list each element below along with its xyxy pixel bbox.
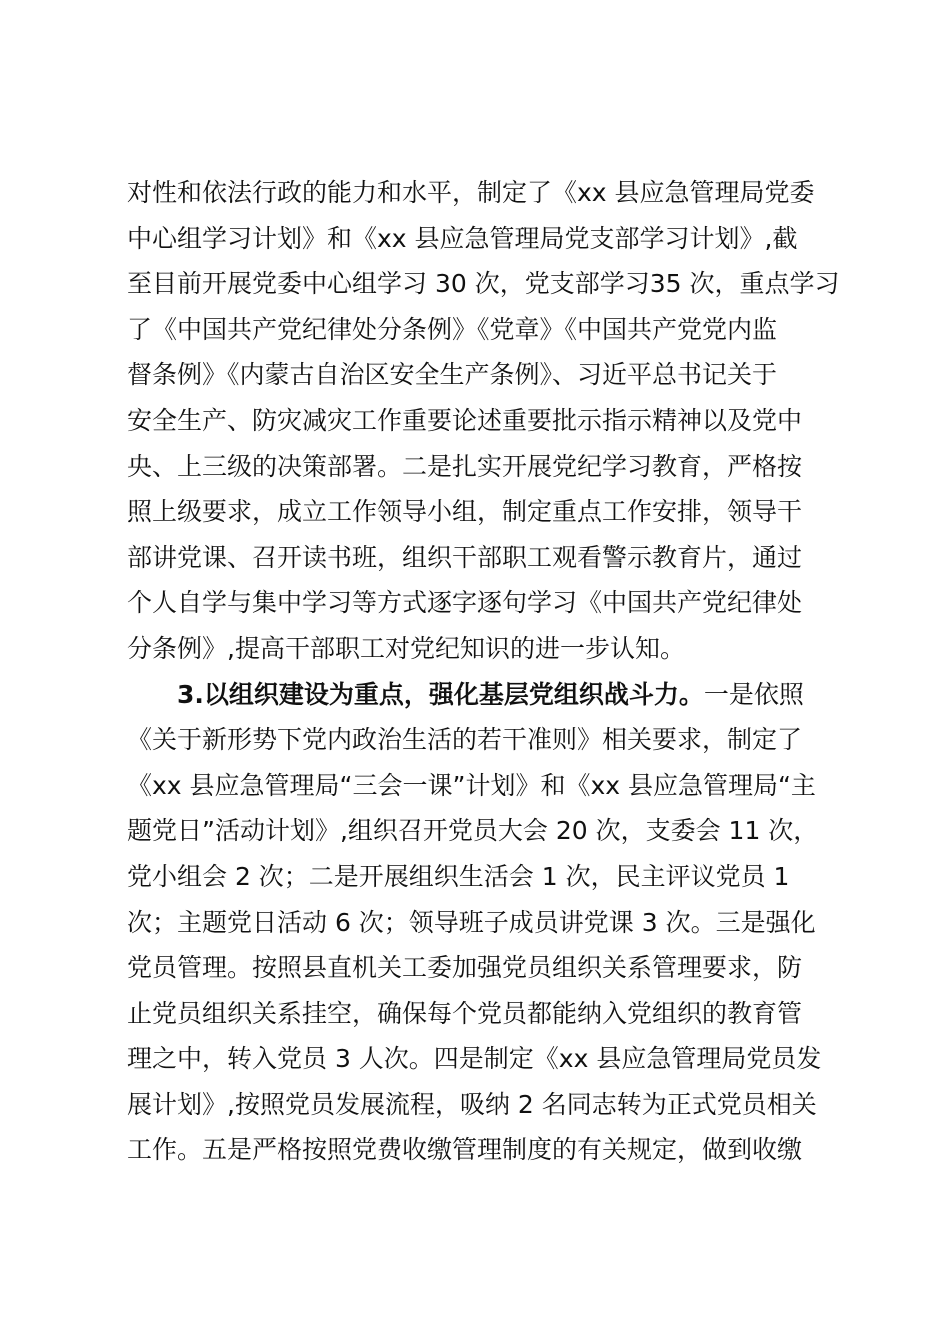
text-line: 《xx 县应急管理局“三会一课”计划》和《xx 县应急管理局“主 xyxy=(127,770,816,800)
text-line: 督条例》《内蒙古自治区安全生产条例》、习近平总书记关于 xyxy=(127,360,778,390)
text-line: 展计划》,按照党员发展流程，吸纳 2 名同志转为正式党员相关 xyxy=(127,1089,817,1119)
text-line: 对性和依法行政的能力和水平，制定了《xx 县应急管理局党委 xyxy=(127,178,815,207)
text-line: 理之中，转入党员 3 人次。四是制定《xx 县应急管理局党员发 xyxy=(127,1044,822,1074)
text-line: 止党员组织关系挂空，确保每个党员都能纳入党组织的教育管 xyxy=(127,998,803,1028)
text-line: 了《中国共产党纪律处分条例》《党章》《中国共产党党内监 xyxy=(127,314,778,344)
section-3-heading: 3.以组织建设为重点，强化基层党组织战斗力。 xyxy=(177,679,704,709)
text-line: 照上级要求，成立工作领导小组，制定重点工作安排，领导干 xyxy=(127,497,803,527)
text-line: 个人自学与集中学习等方式逐字逐句学习《中国共产党纪律处 xyxy=(127,588,803,618)
text-line: 党员管理。按照县直机关工委加强党员组织关系管理要求，防 xyxy=(127,953,803,983)
text-line: 至目前开展党委中心组学习 30 次，党支部学习35 次，重点学习 xyxy=(127,269,840,299)
text-line: 工作。五是严格按照党费收缴管理制度的有关规定，做到收缴 xyxy=(127,1135,803,1165)
text-line: 部讲党课、召开读书班，组织干部职工观看警示教育片，通过 xyxy=(127,542,803,572)
text-line: 次；主题党日活动 6 次；领导班子成员讲党课 3 次。三是强化 xyxy=(127,907,816,937)
text-line: 党小组会 2 次；二是开展组织生活会 1 次，民主评议党员 1 xyxy=(127,861,790,891)
text-line: 中心组学习计划》和《xx 县应急管理局党支部学习计划》,截 xyxy=(127,223,798,253)
text-line: 安全生产、防灾减灾工作重要论述重要批示指示精神以及党中 xyxy=(127,405,803,435)
text-line: 题党日”活动计划》,组织召开党员大会 20 次，支委会 11 次， xyxy=(127,816,819,846)
section-3-first-line-rest: 一是依照 xyxy=(703,679,804,709)
body-text xyxy=(127,170,840,1173)
section-3-first-line xyxy=(127,672,827,718)
text-line: 央、上三级的决策部署。二是扎实开展党纪学习教育，严格按 xyxy=(127,451,803,481)
text-line: 《关于新形势下党内政治生活的若干准则》相关要求，制定了 xyxy=(127,725,803,755)
text-line: 分条例》,提高干部职工对党纪知识的进一步认知。 xyxy=(127,633,685,663)
